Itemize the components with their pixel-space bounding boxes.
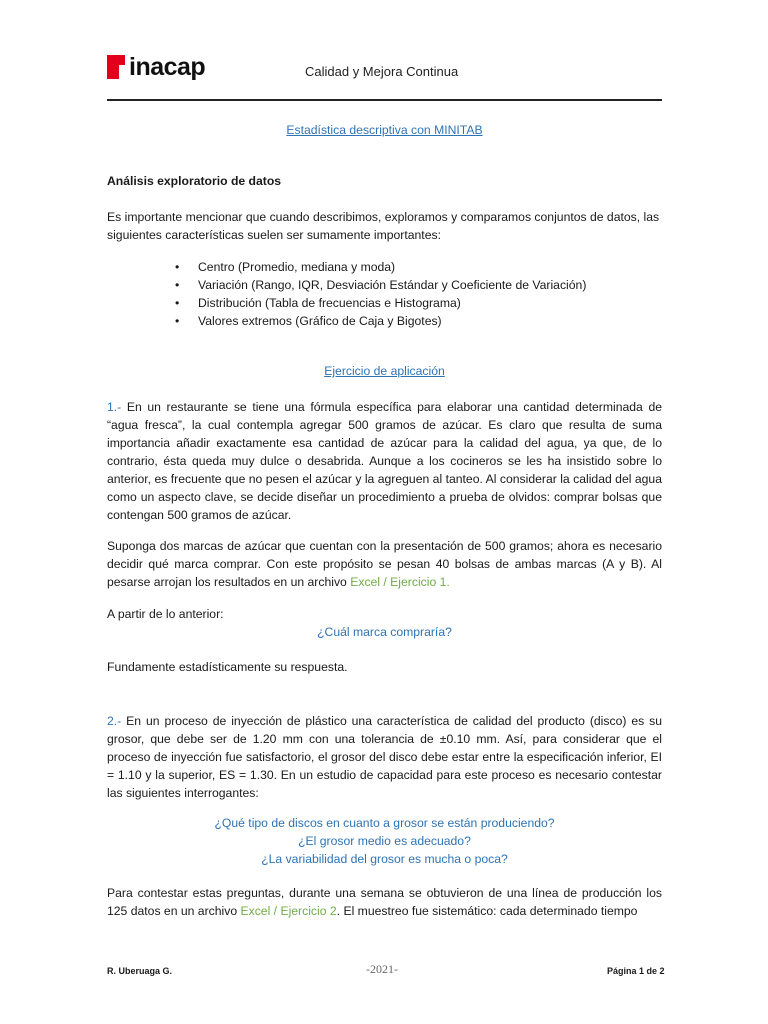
exercise-1-question: ¿Cuál marca compraría?	[317, 625, 452, 639]
exercise-1-paragraph-2	[107, 537, 662, 591]
footer-year: -2021-	[366, 962, 398, 976]
excel-reference-1: Excel / Ejercicio 1.	[350, 575, 450, 589]
list-item: • Valores extremos (Gráfico de Caja y Bigotes)	[175, 312, 655, 330]
exercise-2-question-1: ¿Qué tipo de discos en cuanto a grosor se están produciendo?	[214, 816, 555, 830]
exercise-1-number: 1.-	[107, 400, 122, 414]
exercise-2-text: En un proceso de inyección de plástico una característica de calidad del producto (disco) es su grosor, que debe ser de 1.20 mm con una tolerancia de ±0.10 mm. Así, para considerar que el proceso de inyección fue satisfactorio, el grosor del disco debe estar entre la especificación inferior, EI = 1.10 y la superior, ES = 1.30. En un estudio de capacidad para este proceso es necesario contestar las siguientes interrogantes:	[107, 714, 662, 800]
exercise-2-text-2a: Para contestar estas preguntas, durante una semana se obtuvieron de una línea de producción los 125 datos en un archivo	[107, 886, 662, 918]
exercise-1-paragraph	[107, 398, 662, 524]
section-heading-exploratory: Análisis exploratorio de datos	[107, 174, 282, 188]
inacap-logo	[107, 53, 205, 81]
list-item: • Centro (Promedio, mediana y moda)	[175, 258, 655, 276]
exercise-1-closing: Fundamente estadísticamente su respuesta.	[107, 660, 348, 674]
exercise-2-paragraph	[107, 712, 662, 802]
exercise-2-paragraph-2	[107, 884, 662, 920]
intro-paragraph: Es importante mencionar que cuando describimos, exploramos y comparamos conjuntos de datos, las siguientes características suelen ser sumamente importantes:	[107, 210, 660, 242]
exercise-1-text-2: Suponga dos marcas de azúcar que cuentan con la presentación de 500 gramos; ahora es necesario decidir qué marca comprar. Con este propósito se pesan 40 bolsas de ambas marcas (A y B). Al pesarse arrojan los resultados en un archivo	[107, 539, 662, 589]
excel-reference-2: Excel / Ejercicio 2	[240, 904, 337, 918]
exercise-1-lead: A partir de lo anterior:	[107, 607, 224, 621]
header-divider	[107, 99, 662, 101]
exercise-heading[interactable]: Ejercicio de aplicación	[324, 364, 445, 378]
header-title: Calidad y Mejora Continua	[305, 64, 459, 79]
list-item: • Variación (Rango, IQR, Desviación Estándar y Coeficiente de Variación)	[175, 276, 655, 294]
logo-mark-icon	[107, 55, 125, 79]
logo-text: inacap	[129, 53, 206, 81]
exercise-1-text: En un restaurante se tiene una fórmula específica para elaborar una cantidad determinada de “agua fresca”, la cual contempla agregar 500 gramos de azúcar. Es claro que resulta de suma importancia añadir exactamente esa cantidad de azúcar para la calidad del agua, ya que, de lo contrario, ésta queda muy dulce o desabrida. Aunque a los cocineros se les ha insistido sobre lo anterior, es frecuente que no pesen el azúcar y la agreguen al tanteo. Al considerar la calidad del agua como un aspecto clave, se decide diseñar un procedimiento a prueba de olvidos: comprar bolsas que contengan 500 gramos de azúcar.	[107, 400, 662, 522]
main-title[interactable]: Estadística descriptiva con MINITAB	[286, 123, 483, 137]
exercise-2-text-2b: . El muestreo fue sistemático: cada determinado tiempo	[336, 904, 638, 918]
exercise-2-number: 2.-	[107, 714, 122, 728]
characteristics-list	[175, 258, 655, 330]
footer-page-number: Página 1 de 2	[607, 966, 665, 976]
list-item: • Distribución (Tabla de frecuencias e Histograma)	[175, 294, 655, 312]
exercise-2-question-2: ¿El grosor medio es adecuado?	[298, 834, 471, 848]
footer-author: R. Uberuaga G.	[107, 966, 173, 976]
exercise-2-question-3: ¿La variabilidad del grosor es mucha o poca?	[261, 852, 508, 866]
